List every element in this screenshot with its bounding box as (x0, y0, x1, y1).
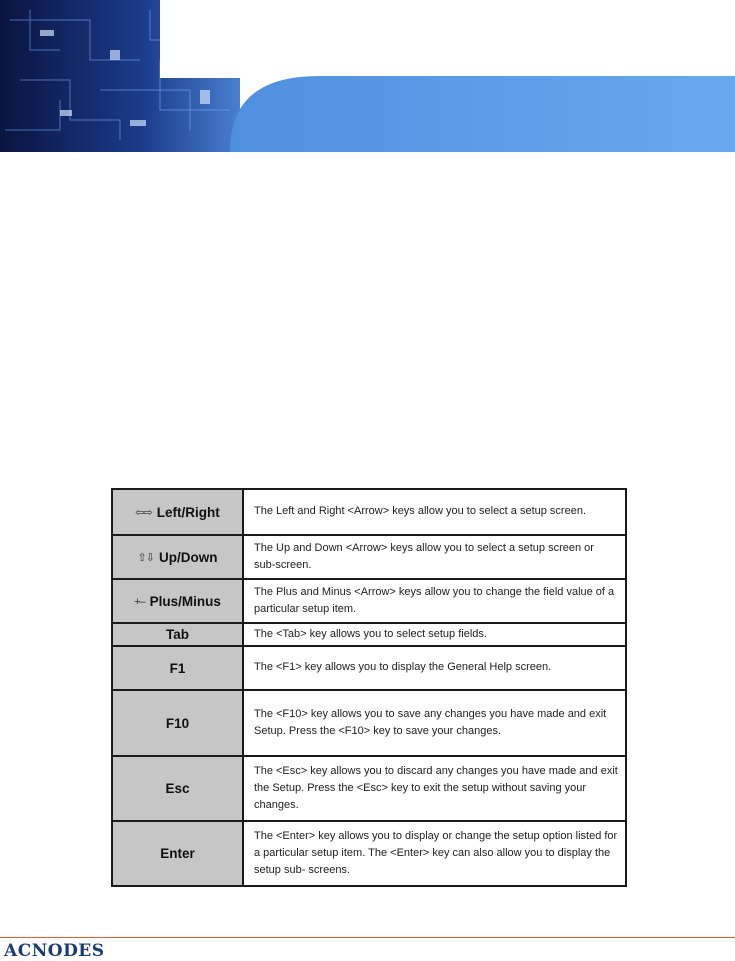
key-description: The Plus and Minus <Arrow> keys allow you to change the field value of a particular setup item. (243, 579, 626, 623)
key-description: The <Esc> key allows you to discard any changes you have made and exit the Setup. Press the <Esc> key to exit the setup without saving your changes. (243, 756, 626, 821)
footer-divider (0, 937, 735, 938)
table-row (112, 821, 626, 886)
key-label: F10 (165, 715, 190, 731)
table-row (112, 756, 626, 821)
table-row (112, 579, 626, 623)
key-label: Esc (165, 781, 190, 796)
key-cell (112, 646, 243, 690)
key-cell (112, 756, 243, 821)
header-banner (0, 0, 735, 152)
key-description: The <F10> key allows you to save any changes you have made and exit Setup. Press the <F10> key to save your changes. (243, 690, 626, 756)
plus-minus-icon: +– (134, 595, 145, 608)
key-cell (112, 821, 243, 886)
key-label: Up/Down (158, 550, 218, 565)
key-label: Left/Right (156, 505, 220, 520)
left-right-arrow-icon: ⇦⇨ (135, 507, 152, 519)
key-function-table (111, 488, 627, 887)
key-label: Plus/Minus (149, 594, 221, 610)
key-description: The <Enter> key allows you to display or change the setup option listed for a particular setup item. The <Enter> key can also allow you to display the setup sub- screens. (243, 821, 626, 886)
acnodes-logo: ACNODES (4, 941, 105, 961)
key-description: The <F1> key allows you to display the General Help screen. (243, 646, 626, 690)
key-cell (112, 535, 243, 579)
circuit-board-banner-image (0, 0, 735, 152)
key-description: The Left and Right <Arrow> keys allow you to select a setup screen. (243, 489, 626, 535)
key-label: F1 (169, 660, 186, 676)
key-label: Tab (166, 627, 189, 642)
table-row (112, 489, 626, 535)
key-label: Enter (160, 846, 195, 861)
table-row (112, 690, 626, 756)
key-cell (112, 579, 243, 623)
table-row (112, 646, 626, 690)
table-row (112, 623, 626, 646)
key-description: The <Tab> key allows you to select setup fields. (243, 623, 626, 646)
key-cell (112, 623, 243, 646)
key-cell (112, 690, 243, 756)
table-row (112, 535, 626, 579)
key-description: The Up and Down <Arrow> keys allow you to select a setup screen or sub-screen. (243, 535, 626, 579)
key-cell (112, 489, 243, 535)
up-down-arrow-icon: ⇧⇩ (137, 552, 154, 564)
